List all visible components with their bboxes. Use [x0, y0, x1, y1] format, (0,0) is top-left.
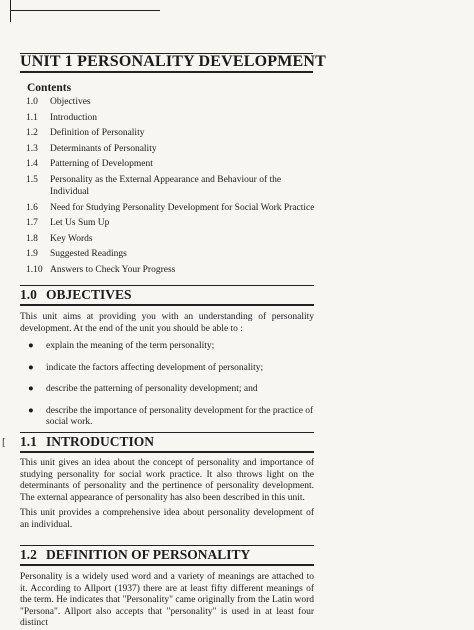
section-number: 1.2 [20, 547, 37, 562]
toc-item-title: Determinants of Personality [50, 143, 157, 154]
introduction-paragraph-1: This unit gives an idea about the concept of personality and importance of studying personality for social work practice. It also throws light on the determinants of personality and the pertinence of personality development. The external appearance of personality has also been described in this unit. [20, 458, 314, 503]
toc-item-title: Patterning of Development [50, 159, 153, 170]
unit-title: UNIT 1 PERSONALITY DEVELOPMENT [20, 53, 327, 70]
toc-item-number: 1.9 [26, 249, 38, 260]
toc-item-number: 1.5 [26, 174, 38, 185]
toc-item-number: 1.7 [26, 218, 38, 229]
section-number: 1.0 [20, 287, 37, 302]
toc-item-number: 1.3 [26, 143, 38, 154]
margin-bracket-mark: [ [2, 436, 6, 448]
section-title: INTRODUCTION [46, 434, 155, 449]
toc-item-title: Key Words [50, 233, 93, 244]
unit-title-bottom-rule [20, 71, 313, 73]
objective-item [20, 384, 314, 396]
toc-item [26, 143, 316, 155]
objective-text: explain the meaning of the term personality; [46, 341, 215, 351]
objective-text: indicate the factors affecting development of personality; [46, 362, 264, 373]
objectives-intro: This unit aims at providing you with an understanding of personality development. At the end of the unit you should be able to : [20, 312, 314, 334]
objective-text: describe the importance of personality development for the practice of social work. [46, 405, 314, 428]
section-title: DEFINITION OF PERSONALITY [46, 547, 251, 562]
introduction-heading [20, 432, 314, 453]
objectives-list [20, 341, 314, 439]
toc-item-title: Definition of Personality [50, 128, 145, 139]
table-of-contents [26, 96, 316, 280]
crop-mark-vertical [10, 0, 11, 22]
introduction-paragraph-2: This unit provides a comprehensive idea about personality development of an individual. [20, 508, 314, 530]
toc-item-title: Let Us Sum Up [50, 218, 110, 229]
toc-item [26, 217, 316, 229]
toc-item-number: 1.10 [26, 264, 43, 275]
section-title: OBJECTIVES [46, 287, 132, 302]
toc-item-number: 1.1 [26, 112, 38, 123]
toc-item-title: Need for Studying Personality Development for Social Work Practice [50, 202, 315, 213]
contents-heading: Contents [27, 82, 72, 94]
section-number: 1.1 [20, 434, 37, 449]
toc-item [26, 248, 316, 260]
bullet-icon: ● [28, 362, 34, 373]
objective-item [20, 406, 314, 429]
toc-item [26, 233, 316, 245]
toc-item-number: 1.0 [26, 97, 38, 107]
objective-text: describe the patterning of personality development; and [46, 384, 258, 395]
bullet-icon: ● [28, 384, 34, 395]
toc-item [26, 174, 316, 198]
crop-mark-horizontal [10, 10, 160, 11]
toc-item-number: 1.4 [26, 159, 38, 170]
toc-item-title: Personality as the External Appearance and Behaviour of the Individual [50, 174, 282, 197]
definition-paragraph-1: Personality is a widely used word and a variety of meanings are attached to it. According to Allport (1937) there are at least fifty different meanings of the term. He indicates that "Personality" came originally from the Latin word "Persona". Allport also accepts that "personality" is used in at least four distinct [20, 572, 314, 629]
toc-item-title: Introduction [50, 112, 97, 123]
toc-item [26, 158, 316, 170]
toc-item-number: 1.2 [26, 128, 38, 139]
toc-item [26, 264, 316, 276]
toc-item-number: 1.8 [26, 233, 38, 244]
bullet-icon: ● [28, 405, 34, 416]
objective-item [20, 363, 314, 375]
bullet-icon: ● [28, 341, 34, 351]
toc-item-title: Suggested Readings [50, 249, 127, 260]
toc-item [26, 127, 316, 139]
toc-item [26, 112, 316, 124]
objective-item [20, 341, 314, 353]
toc-item [26, 96, 316, 108]
toc-item-number: 1.6 [26, 202, 38, 213]
toc-item-title: Answers to Check Your Progress [50, 264, 176, 275]
toc-item-title: Objectives [50, 97, 91, 107]
definition-heading [20, 545, 314, 566]
objectives-heading [20, 285, 314, 306]
toc-item [26, 202, 316, 214]
